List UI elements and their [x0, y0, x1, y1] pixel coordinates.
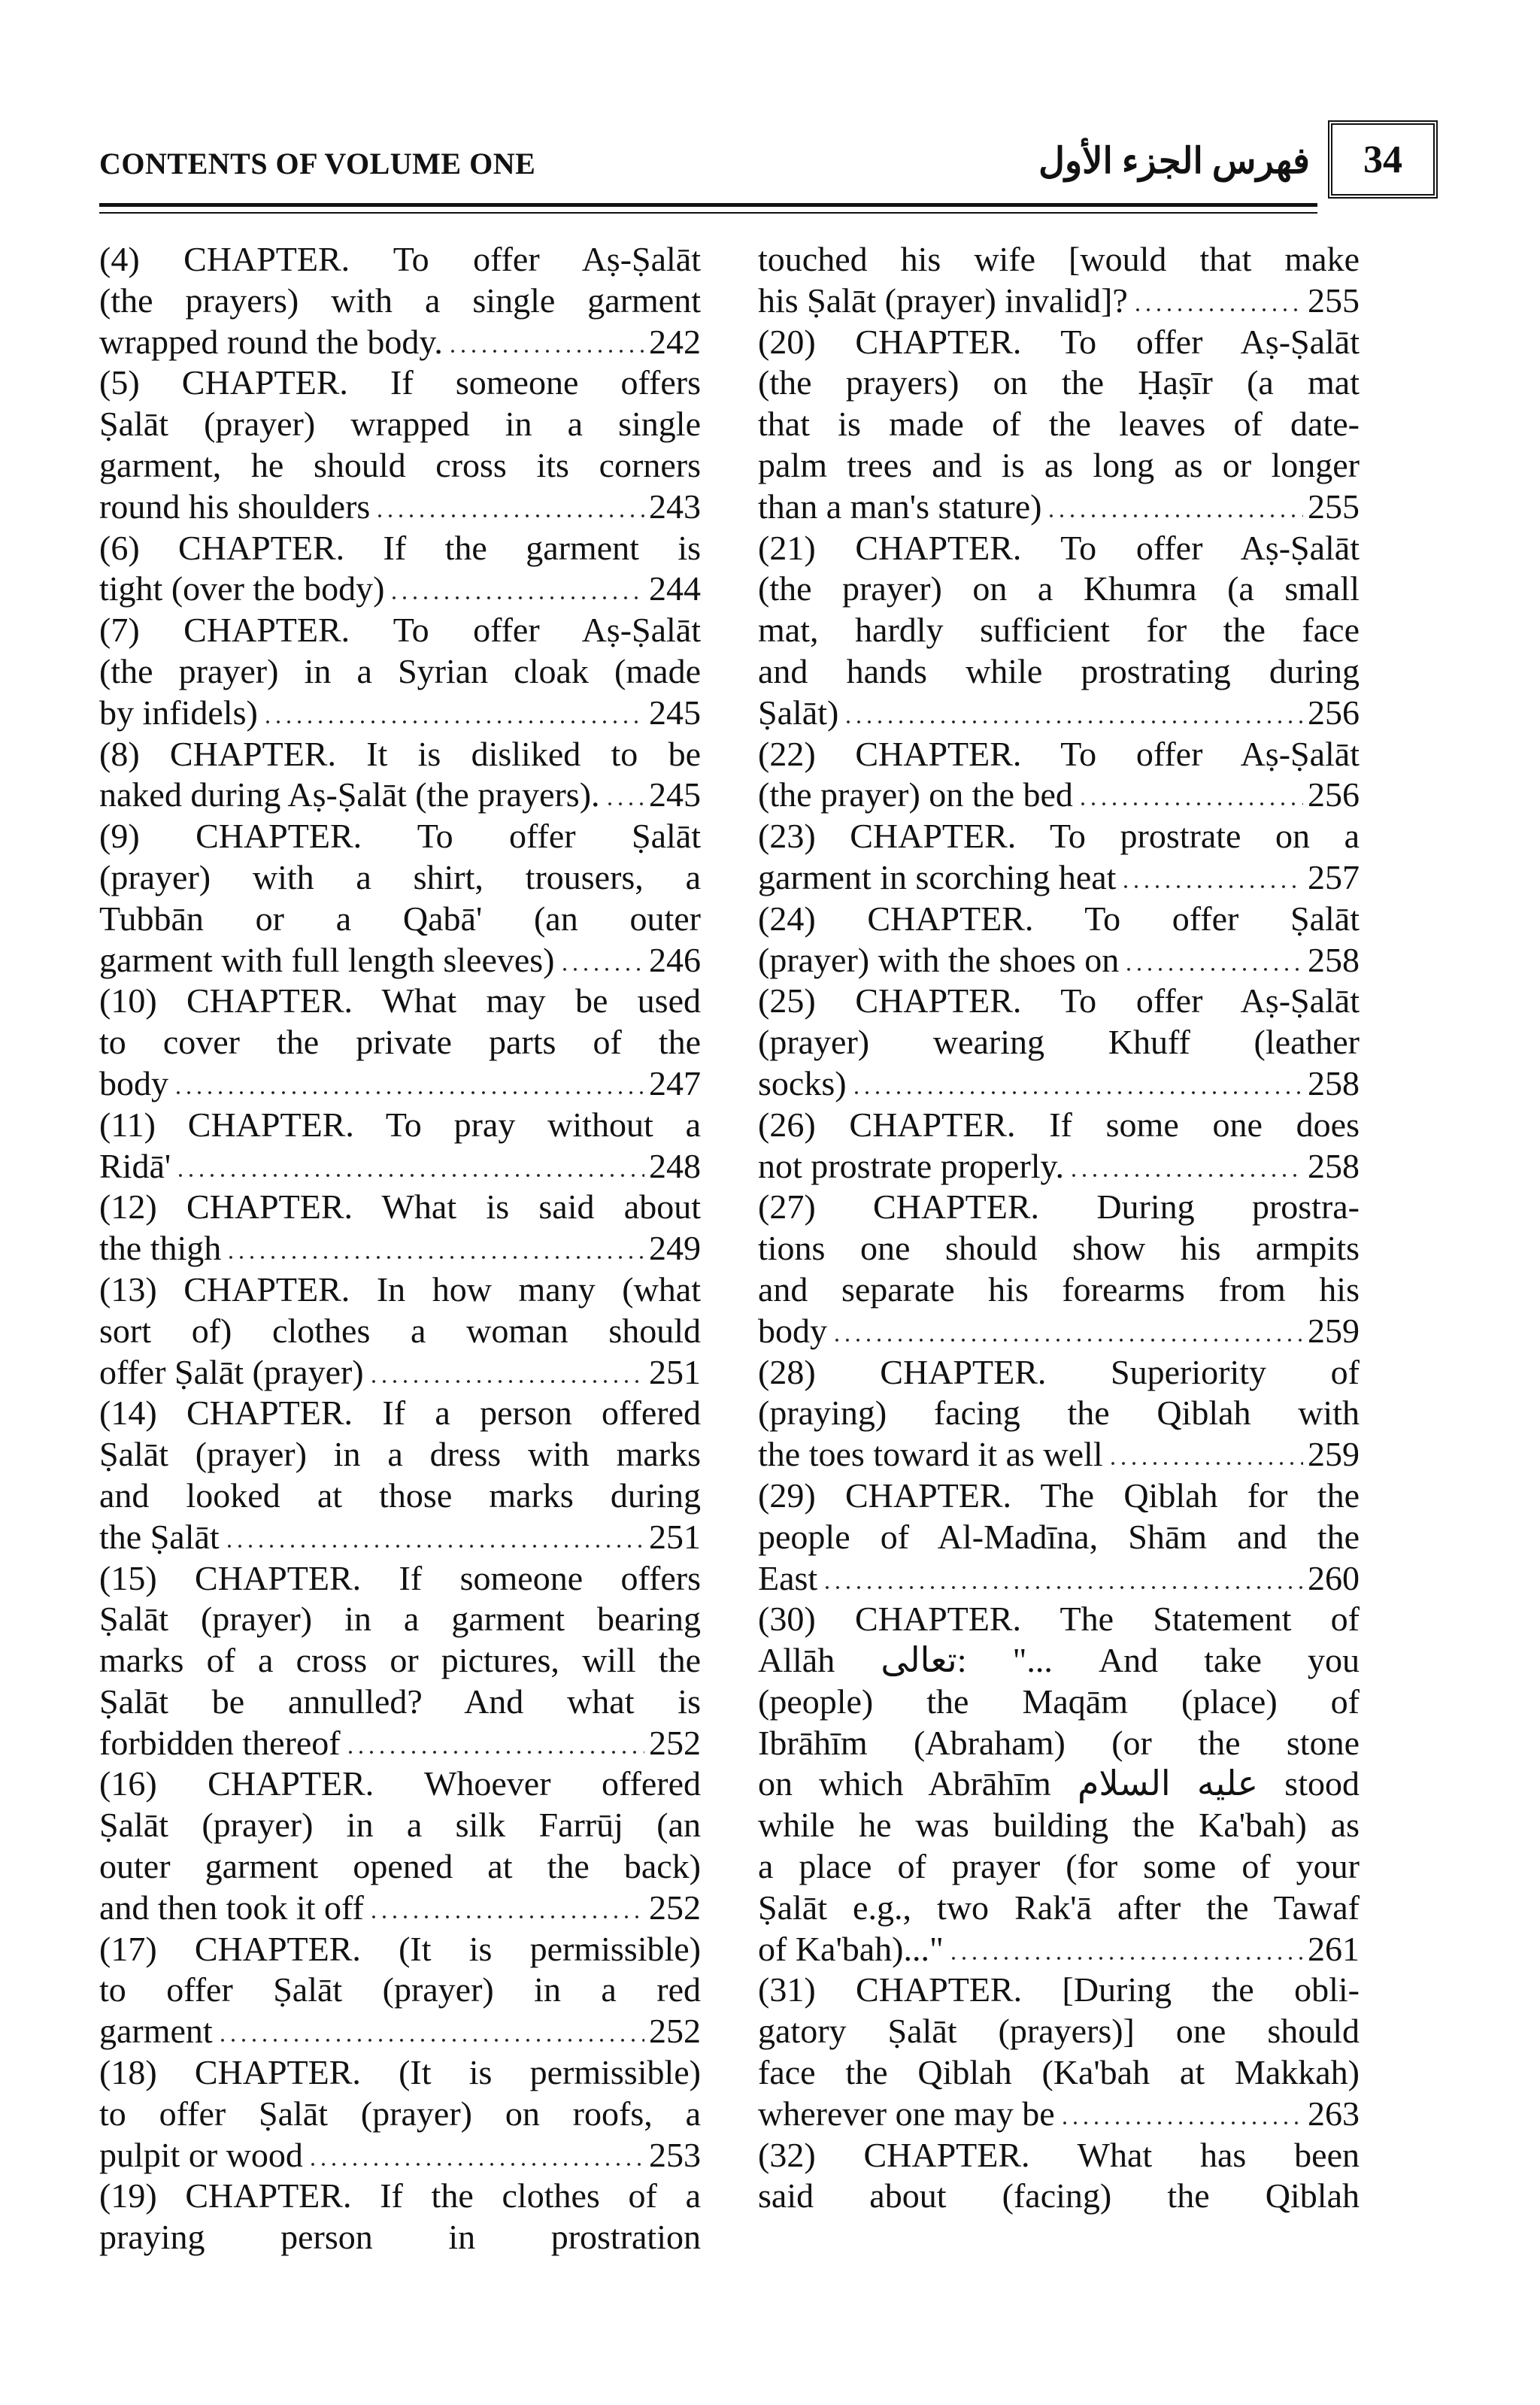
toc-line: [758, 2094, 1360, 2135]
toc-line: [758, 734, 1360, 775]
toc-line: [758, 1269, 1360, 1311]
toc-line: [758, 2011, 1360, 2052]
toc-line-text: (the prayer) on a Khumra (a small: [758, 569, 1360, 608]
dot-leader: [368, 1361, 644, 1384]
toc-line-text: touched his wife [would that make: [758, 240, 1360, 278]
dot-leader: [1060, 2103, 1303, 2125]
dot-leader: [368, 1897, 644, 1919]
toc-line-text: East: [758, 1558, 818, 1597]
dot-leader: [1132, 290, 1303, 312]
toc-line: [99, 734, 701, 775]
dot-leader: [345, 1732, 644, 1754]
dot-leader: [173, 1072, 644, 1095]
dot-leader: [217, 2020, 644, 2043]
page-header: [99, 120, 1438, 205]
toc-line: [99, 693, 701, 734]
toc-page-number: 258: [1308, 1146, 1360, 1185]
toc-line-text: (10) CHAPTER. What may be used: [99, 981, 701, 1021]
toc-line-text: to offer Ṣalāt (prayer) in a red: [99, 1970, 701, 2009]
dot-leader: [1108, 1443, 1303, 1466]
toc-line-text: marks of a cross or pictures, will the: [99, 1641, 701, 1680]
toc-line: [99, 1187, 701, 1228]
toc-line: [99, 528, 701, 569]
dot-leader: [851, 1072, 1303, 1095]
toc-line-text: and looked at those marks during: [99, 1475, 701, 1515]
toc-line-text: (the prayers) on the Ḥaṣīr (a mat: [758, 363, 1360, 402]
toc-line: [758, 1970, 1360, 2011]
toc-line: [99, 362, 701, 404]
toc-line: [758, 1022, 1360, 1063]
toc-line-text: (praying) facing the Qiblah with: [758, 1394, 1360, 1433]
toc-line: [99, 1558, 701, 1600]
toc-line: [99, 239, 701, 281]
toc-line-text: (30) CHAPTER. The Statement of: [758, 1600, 1360, 1639]
toc-line: [758, 857, 1360, 899]
toc-line-text: gatory Ṣalāt (prayers)] one should: [758, 2012, 1360, 2051]
toc-line: [99, 2217, 701, 2258]
toc-line-text: (28) CHAPTER. Superiority of: [758, 1352, 1360, 1391]
toc-line-text: garment in scorching heat: [758, 857, 1117, 896]
dot-leader: [605, 784, 644, 806]
toc-line-text: Ṣalāt be annulled? And what is: [99, 1682, 701, 1721]
toc-line-text: (12) CHAPTER. What is said about: [99, 1187, 701, 1227]
toc-line: [758, 981, 1360, 1022]
dot-leader: [832, 1320, 1303, 1342]
dot-leader: [843, 702, 1303, 724]
toc-line-text: (31) CHAPTER. [During the obli-: [758, 1970, 1360, 2009]
toc-line: [99, 1475, 701, 1517]
toc-line-text: (17) CHAPTER. (It is permissible): [99, 1929, 701, 1968]
toc-page-number: 256: [1308, 775, 1360, 814]
toc-line-text: (25) CHAPTER. To offer Aṣ-Ṣalāt: [758, 981, 1360, 1021]
toc-line-text: the toes toward it as well: [758, 1435, 1103, 1474]
toc-line-text: garment with full length sleeves): [99, 940, 555, 979]
toc-line-text: said about (facing) the Qiblah: [758, 2176, 1360, 2215]
toc-line-text: sort of) clothes a woman should: [99, 1311, 701, 1350]
toc-line: [758, 239, 1360, 281]
toc-line-text: offer Ṣalāt (prayer): [99, 1352, 364, 1391]
toc-line: [99, 404, 701, 445]
toc-page-number: 255: [1308, 281, 1360, 320]
running-title: CONTENTS OF VOLUME ONE: [99, 147, 536, 180]
toc-line: [99, 2052, 701, 2094]
toc-line: [758, 1311, 1360, 1352]
toc-line: [99, 322, 701, 363]
toc-line-text: Ṣalāt): [758, 693, 839, 732]
toc-line-text: socks): [758, 1063, 847, 1102]
toc-line: [99, 1352, 701, 1394]
toc-line-text: pulpit or wood: [99, 2135, 303, 2174]
toc-line: [758, 1599, 1360, 1640]
toc-line-text: Ridā': [99, 1146, 171, 1185]
toc-line: [99, 857, 701, 899]
dot-leader: [1120, 866, 1303, 889]
toc-line: [758, 1063, 1360, 1105]
page-number-box: [1328, 120, 1438, 199]
dot-leader: [308, 2144, 644, 2167]
toc-line: [99, 1929, 701, 1970]
toc-line: [758, 445, 1360, 487]
toc-line-text: (21) CHAPTER. To offer Aṣ-Ṣalāt: [758, 528, 1360, 567]
toc-line: [99, 1970, 701, 2011]
toc-line: [758, 1723, 1360, 1764]
toc-line-text: and separate his forearms from his: [758, 1269, 1360, 1309]
toc-line-text: a place of prayer (for some of your: [758, 1847, 1360, 1886]
toc-page-number: 255: [1308, 487, 1360, 526]
toc-line-text: Tubbān or a Qabā' (an outer: [99, 899, 701, 938]
toc-page-number: 251: [649, 1352, 701, 1391]
toc-line-text: (people) the Maqām (place) of: [758, 1682, 1360, 1721]
toc-line-text: (22) CHAPTER. To offer Aṣ-Ṣalāt: [758, 734, 1360, 773]
toc-page-number: 245: [649, 693, 701, 732]
toc-line-text: (15) CHAPTER. If someone offers: [99, 1558, 701, 1597]
toc-line-text: wherever one may be: [758, 2094, 1055, 2133]
toc-line-text: Ṣalāt (prayer) in a garment bearing: [99, 1600, 701, 1639]
toc-page-number: 258: [1308, 940, 1360, 979]
toc-line-text: the thigh: [99, 1229, 222, 1268]
dot-leader: [374, 496, 644, 518]
toc-page-number: 242: [649, 322, 701, 361]
contents-right-column: [758, 239, 1360, 2217]
toc-line-text: palm trees and is as long as or longer: [758, 445, 1360, 484]
toc-page-number: 245: [649, 775, 701, 814]
toc-line-text: of Ka'bah)...": [758, 1929, 944, 1968]
dot-leader: [389, 578, 644, 600]
dot-leader: [447, 331, 644, 353]
toc-line: [99, 1888, 701, 1929]
toc-line: [99, 2011, 701, 2052]
toc-line-text: (prayer) with a shirt, trousers, a: [99, 857, 701, 896]
toc-line: [758, 816, 1360, 857]
toc-line-text: to offer Ṣalāt (prayer) on roofs, a: [99, 2094, 701, 2133]
toc-page-number: 258: [1308, 1063, 1360, 1102]
toc-line: [758, 1846, 1360, 1888]
toc-line: [758, 899, 1360, 940]
toc-page-number: 259: [1308, 1435, 1360, 1474]
toc-line: [758, 1105, 1360, 1146]
toc-line: [99, 1764, 701, 1805]
toc-page-number: 246: [649, 940, 701, 979]
toc-line: [99, 1805, 701, 1846]
toc-line: [758, 1929, 1360, 1970]
toc-line-text: garment: [99, 2012, 213, 2051]
toc-line-text: his Ṣalāt (prayer) invalid]?: [758, 281, 1128, 320]
toc-line: [99, 445, 701, 487]
toc-line: [758, 1888, 1360, 1929]
toc-line-text: Ibrāhīm (Abraham) (or the stone: [758, 1723, 1360, 1762]
toc-line-text: (27) CHAPTER. During prostra-: [758, 1187, 1360, 1227]
toc-page-number: 244: [649, 569, 701, 608]
dot-leader: [822, 1567, 1303, 1590]
toc-line-text: face the Qiblah (Ka'bah at Makkah): [758, 2053, 1360, 2092]
toc-line-text: praying person in prostration: [99, 2218, 701, 2257]
toc-line-text: (16) CHAPTER. Whoever offered: [99, 1764, 701, 1803]
toc-line: [758, 1352, 1360, 1394]
toc-line: [99, 1228, 701, 1269]
toc-line-text: outer garment opened at the back): [99, 1847, 701, 1886]
toc-line-text: than a man's stature): [758, 487, 1042, 526]
toc-page-number: 253: [649, 2135, 701, 2174]
toc-page-number: 261: [1308, 1929, 1360, 1968]
toc-line: [758, 1475, 1360, 1517]
toc-line-text: Ṣalāt (prayer) wrapped in a single: [99, 405, 701, 444]
toc-line: [758, 2052, 1360, 2094]
toc-line: [99, 981, 701, 1022]
toc-page-number: 263: [1308, 2094, 1360, 2133]
toc-line: [99, 2176, 701, 2217]
toc-line-text: tions one should show his armpits: [758, 1229, 1360, 1268]
toc-line: [99, 1022, 701, 1063]
toc-page-number: 257: [1308, 857, 1360, 896]
toc-line: [99, 1723, 701, 1764]
toc-line-text: Ṣalāt (prayer) in a dress with marks: [99, 1435, 701, 1474]
toc-page-number: 251: [649, 1517, 701, 1556]
toc-page-number: 247: [649, 1063, 701, 1102]
toc-line-text: (the prayer) in a Syrian cloak (made: [99, 651, 701, 690]
toc-line-text: and hands while prostrating during: [758, 651, 1360, 690]
toc-page-number: 260: [1308, 1558, 1360, 1597]
toc-line-text: (18) CHAPTER. (It is permissible): [99, 2053, 701, 2092]
toc-line-text: forbidden thereof: [99, 1723, 341, 1762]
toc-line: [758, 651, 1360, 693]
toc-line-text: the Ṣalāt: [99, 1517, 220, 1556]
toc-line-text: (the prayers) with a single garment: [99, 281, 701, 320]
toc-page-number: 252: [649, 1723, 701, 1762]
toc-line: [758, 1682, 1360, 1723]
toc-page-number: 252: [649, 1888, 701, 1927]
toc-page-number: 259: [1308, 1311, 1360, 1350]
toc-line-text: (26) CHAPTER. If some one does: [758, 1105, 1360, 1144]
toc-line-text: wrapped round the body.: [99, 322, 443, 361]
toc-line: [99, 816, 701, 857]
toc-line: [758, 1393, 1360, 1434]
toc-page-number: 248: [649, 1146, 701, 1185]
toc-line: [99, 1393, 701, 1434]
toc-line: [758, 362, 1360, 404]
toc-line: [758, 569, 1360, 610]
toc-line-text: (11) CHAPTER. To pray without a: [99, 1105, 701, 1144]
toc-line: [758, 1517, 1360, 1558]
toc-line-text: not prostrate properly.: [758, 1146, 1065, 1185]
toc-line: [99, 2094, 701, 2135]
toc-line: [99, 1682, 701, 1723]
toc-line: [758, 1805, 1360, 1846]
toc-line: [758, 2176, 1360, 2217]
toc-line-text: (29) CHAPTER. The Qiblah for the: [758, 1475, 1360, 1515]
toc-line-text: (13) CHAPTER. In how many (what: [99, 1269, 701, 1309]
toc-line-text: (9) CHAPTER. To offer Ṣalāt: [99, 817, 701, 856]
toc-line-text: that is made of the leaves of date-: [758, 405, 1360, 444]
toc-line: [99, 940, 701, 981]
toc-line-text: Ṣalāt e.g., two Rak'ā after the Tawaf: [758, 1888, 1360, 1927]
toc-line: [99, 1599, 701, 1640]
toc-line: [758, 1640, 1360, 1682]
toc-line: [758, 1228, 1360, 1269]
arabic-title: فهرس الجزء الأول: [1038, 141, 1310, 181]
toc-line-text: Ṣalāt (prayer) in a silk Farrūj (an: [99, 1806, 701, 1845]
toc-line: [758, 610, 1360, 651]
toc-line-text: round his shoulders: [99, 487, 371, 526]
toc-line: [758, 1558, 1360, 1600]
toc-line: [758, 693, 1360, 734]
toc-line: [99, 1846, 701, 1888]
contents-left-column: [99, 239, 701, 2258]
toc-line-text: (23) CHAPTER. To prostrate on a: [758, 817, 1360, 856]
toc-line: [99, 610, 701, 651]
toc-line-text: naked during Aṣ-Ṣalāt (the prayers).: [99, 775, 600, 814]
header-rule: [99, 203, 1317, 207]
dot-leader: [262, 702, 644, 724]
toc-line-text: (prayer) with the shoes on: [758, 940, 1120, 979]
toc-line: [758, 322, 1360, 363]
toc-line-text: by infidels): [99, 693, 258, 732]
toc-line: [758, 940, 1360, 981]
dot-leader: [175, 1155, 644, 1178]
toc-line: [99, 281, 701, 322]
header-rule-thin: [99, 212, 1317, 214]
toc-line: [758, 1187, 1360, 1228]
dot-leader: [1078, 784, 1303, 806]
toc-line: [758, 487, 1360, 528]
toc-line: [99, 1311, 701, 1352]
toc-line: [758, 281, 1360, 322]
toc-line-text: (20) CHAPTER. To offer Aṣ-Ṣalāt: [758, 322, 1360, 361]
toc-line-text: and then took it off: [99, 1888, 364, 1927]
toc-line-text: garment, he should cross its corners: [99, 445, 701, 484]
toc-page-number: 243: [649, 487, 701, 526]
toc-line-text: (24) CHAPTER. To offer Ṣalāt: [758, 899, 1360, 938]
toc-line-text: (32) CHAPTER. What has been: [758, 2135, 1360, 2174]
toc-line: [99, 1105, 701, 1146]
toc-line-text: Allāh تعالى: "... And take you: [758, 1641, 1360, 1680]
toc-line-text: (14) CHAPTER. If a person offered: [99, 1394, 701, 1433]
toc-line-text: people of Al-Madīna, Shām and the: [758, 1517, 1360, 1556]
toc-line: [99, 899, 701, 940]
dot-leader: [1123, 949, 1303, 972]
toc-line-text: (prayer) wearing Khuff (leather: [758, 1023, 1360, 1062]
toc-line: [99, 1434, 701, 1475]
toc-line-text: (5) CHAPTER. If someone offers: [99, 363, 701, 402]
toc-line: [758, 1146, 1360, 1187]
toc-line: [99, 1269, 701, 1311]
dot-leader: [948, 1938, 1303, 1961]
toc-line: [758, 2135, 1360, 2176]
toc-line-text: (7) CHAPTER. To offer Aṣ-Ṣalāt: [99, 611, 701, 650]
toc-line: [758, 775, 1360, 816]
dot-leader: [226, 1237, 644, 1260]
toc-page-number: 256: [1308, 693, 1360, 732]
toc-line: [99, 651, 701, 693]
toc-line-text: while he was building the Ka'bah) as: [758, 1806, 1360, 1845]
dot-leader: [1069, 1155, 1303, 1178]
toc-line-text: (4) CHAPTER. To offer Aṣ-Ṣalāt: [99, 240, 701, 278]
toc-line-text: mat, hardly sufficient for the face: [758, 611, 1360, 650]
toc-line-text: body: [758, 1311, 827, 1350]
toc-line: [99, 1063, 701, 1105]
toc-page-number: 249: [649, 1229, 701, 1268]
toc-line-text: (6) CHAPTER. If the garment is: [99, 528, 701, 567]
page-number: 34: [1363, 138, 1402, 181]
toc-line-text: (19) CHAPTER. If the clothes of a: [99, 2176, 701, 2215]
toc-line: [99, 1640, 701, 1682]
toc-line-text: on which Abrāhīm عليه السلام stood: [758, 1764, 1360, 1803]
toc-line-text: body: [99, 1063, 168, 1102]
toc-line-text: (the prayer) on the bed: [758, 775, 1073, 814]
toc-line: [99, 775, 701, 816]
toc-line: [99, 1146, 701, 1187]
toc-line: [758, 404, 1360, 445]
dot-leader: [1046, 496, 1303, 518]
toc-line: [99, 2135, 701, 2176]
toc-line: [758, 1764, 1360, 1805]
dot-leader: [224, 1526, 644, 1548]
toc-page-number: 252: [649, 2012, 701, 2051]
toc-line-text: (8) CHAPTER. It is disliked to be: [99, 734, 701, 773]
toc-line-text: tight (over the body): [99, 569, 385, 608]
toc-line: [758, 1434, 1360, 1475]
toc-line: [99, 569, 701, 610]
toc-line: [99, 487, 701, 528]
toc-line: [99, 1517, 701, 1558]
toc-line-text: to cover the private parts of the: [99, 1023, 701, 1062]
dot-leader: [559, 949, 644, 972]
toc-line: [758, 528, 1360, 569]
